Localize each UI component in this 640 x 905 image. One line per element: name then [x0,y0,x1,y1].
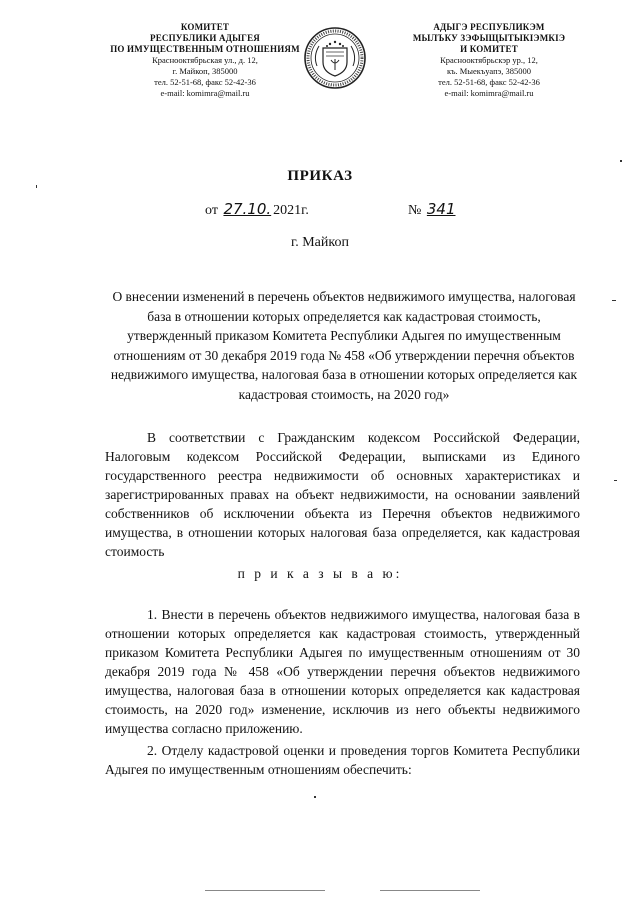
org-name-adyghe-line3: И КОМИТЕТ [460,44,518,54]
document-title: ПРИКАЗ [287,168,353,184]
date-handwritten: 27.10. [223,200,272,218]
org-name-line2: РЕСПУБЛИКИ АДЫГЕЯ [150,33,260,43]
org-city: г. Майкоп, 385000 [172,66,238,76]
org-phone: тел. 52-51-68, факс 52-42-36 [154,77,256,87]
org-name-adyghe-line1: АДЫГЭ РЕСПУБЛИКЭМ [433,22,545,32]
org-address-adyghe: Краснооктябрьскэр ур., 12, [440,55,538,65]
number-prefix: № [408,203,422,218]
order-word: п р и к а з ы в а ю: [237,566,403,581]
org-name-line3: ПО ИМУЩЕСТВЕННЫМ ОТНОШЕНИЯМ [110,44,300,54]
document-subject: О внесении изменений в перечень объектов недвижимого имущества, налоговая база в отношении которых определяется как кадастровая стоимость, утвержденный приказом Комитета Республики Адыгея по имущественным отношениям от 30 декабря 2019 года № 458 «Об утверждении перечня объектов недвижимого имущества, налоговая база в отношении которых определяется как кадастровая стоимость, на 2020 год» [110,289,578,402]
date-prefix: от [205,203,218,218]
org-email: e-mail: komimra@mail.ru [160,88,250,98]
scan-speck [36,185,37,188]
org-name-adyghe-line2: МЫЛЪКУ ЗЭФЫЩЫТЫКIЭМКIЭ [412,33,566,43]
document-city: г. Майкоп [291,235,349,250]
org-name-line1: КОМИТЕТ [180,22,230,32]
org-address: Краснооктябрьская ул., д. 12, [152,55,258,65]
org-city-adyghe: къ. Мыекъуапэ, 385000 [446,66,532,76]
scan-speck [614,480,617,481]
coat-of-arms-icon [303,26,367,90]
order-item-1: 1. Внести в перечень объектов недвижимого имущества, налоговая база в отношении которых определяется как кадастровая стоимость, утвержденный приказом Комитета Республики Адыгея по имущественным отношениям от 30 декабря 2019 года № 458 «Об утверждении перечня объектов недвижимого имущества, налоговая база в отношении которых определяется как кадастровая стоимость, на 2020 год» изменение, исключив из него объекты недвижимого имущества согласно приложению. [105,607,580,736]
org-phone-adyghe: тел. 52-51-68, факс 52-42-36 [438,77,540,87]
order-item-2: 2. Отделу кадастровой оценки и проведения торгов Комитета Республики Адыгея по имущественным отношениям обеспечить: [105,743,580,777]
number-handwritten: 341 [426,200,456,218]
scan-edge-line [205,890,325,891]
scan-speck [612,300,616,301]
scan-speck [314,796,316,798]
scan-speck [620,160,622,162]
scan-edge-line [380,890,480,891]
header-right [378,22,600,99]
org-email-adyghe: e-mail: komimra@mail.ru [444,88,534,98]
number-line [408,200,458,219]
date-year: 2021г. [273,203,309,218]
preamble-paragraph: В соответствии с Гражданским кодексом Российской Федерации, Налоговым кодексом Российской Федерации, выписками из Единого государственного реестра недвижимости об основных характеристиках и зарегистрированных правах на объект недвижимости, на основании заявлений собственников об исключении объекта из Перечня объектов недвижимого имущества, в отношении которых налоговая база определяется, как кадастровая стоимость [105,430,580,559]
header-left [92,22,318,99]
date-line [205,200,309,219]
